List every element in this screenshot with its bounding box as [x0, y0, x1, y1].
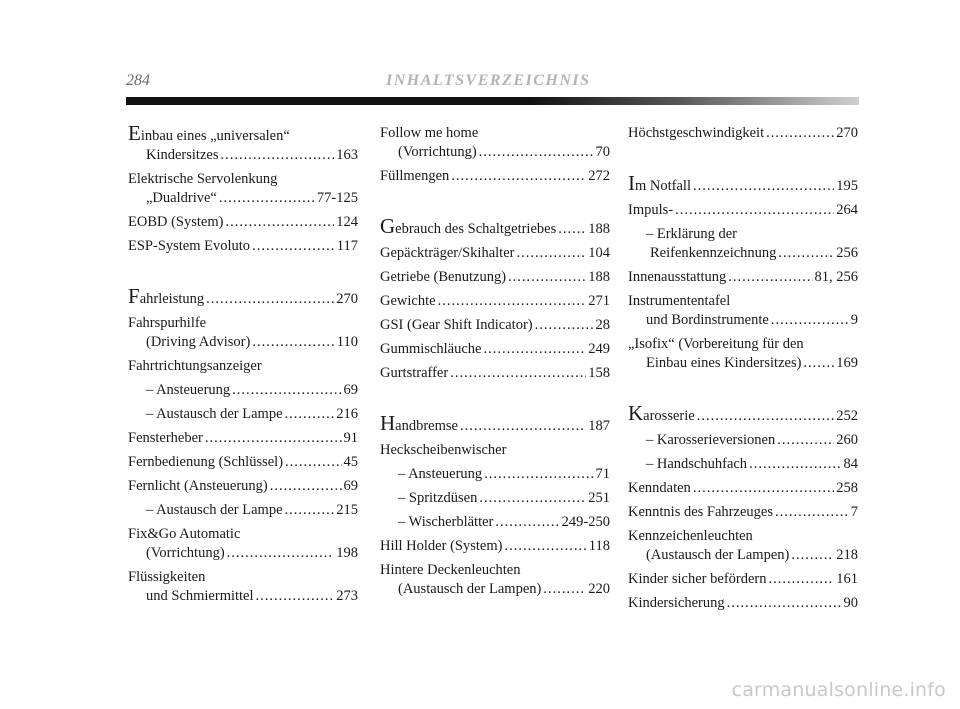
page-number: 284: [126, 72, 150, 89]
entry-label: ESP-System Evoluto: [128, 238, 251, 254]
entry-label: [128, 284, 205, 309]
index-line: [628, 479, 858, 498]
index-line: [628, 201, 858, 220]
page-reference: 124: [336, 214, 358, 230]
dot-leader: [479, 143, 594, 162]
index-line: [128, 453, 358, 472]
index-line: [380, 268, 610, 287]
entry-label: – Spritzdüsen: [398, 490, 478, 506]
dot-leader: [256, 587, 335, 606]
entry-label: Fensterheber: [128, 430, 203, 446]
entry-label-rest: ebrauch des Schaltgetriebes: [395, 221, 557, 237]
entry-label: Kennzeichenleuchten: [628, 528, 753, 544]
section-spacer: [380, 191, 610, 217]
dot-leader: [252, 237, 335, 256]
entry-label: Höchstgeschwindigkeit: [628, 125, 765, 141]
section-initial: H: [380, 411, 396, 435]
page-reference: 195: [836, 178, 858, 194]
dot-leader: [227, 544, 335, 563]
index-entry: [380, 489, 610, 508]
index-line: [380, 561, 610, 580]
page-reference: 258: [836, 480, 858, 496]
index-entry: [128, 501, 358, 520]
index-entry: [128, 405, 358, 424]
entry-label: Gurtstraffer: [380, 365, 449, 381]
page-reference: 249: [588, 341, 610, 357]
index-line: [128, 121, 358, 146]
dot-leader: [558, 220, 586, 239]
index-line: [380, 340, 610, 359]
index-line: [380, 143, 610, 162]
dot-leader: [450, 364, 586, 383]
page-reference: 273: [336, 588, 358, 604]
entry-label: [380, 214, 557, 239]
index-entry: [128, 314, 358, 352]
header-rule: [126, 97, 859, 105]
dot-leader: [728, 268, 812, 287]
entry-label: Getriebe (Benutzung): [380, 269, 507, 285]
running-title: INHALTSVERZEICHNIS: [386, 72, 591, 89]
entry-label: „Isofix“ (Vorbereitung für den: [628, 336, 804, 352]
page-reference: 220: [588, 581, 610, 597]
entry-label: Elektrische Servolenkung: [128, 171, 278, 187]
dot-leader: [495, 513, 559, 532]
entry-label: Impuls-: [628, 202, 674, 218]
index-entry: [380, 513, 610, 532]
dot-leader: [219, 189, 315, 208]
page-reference: 218: [836, 547, 858, 563]
page-reference: 69: [343, 382, 358, 398]
index-line: [128, 213, 358, 232]
entry-label: (Austausch der Lampen): [646, 547, 790, 563]
dot-leader: [516, 244, 586, 263]
index-entry: [380, 441, 610, 460]
index-entry: [628, 292, 858, 330]
dot-leader: [504, 537, 586, 556]
index-line: [628, 268, 858, 287]
entry-label: – Erklärung der: [646, 226, 737, 242]
entry-label: Flüssigkeiten: [128, 569, 206, 585]
entry-label: Fix&Go Automatic: [128, 526, 241, 542]
entry-label: Füllmengen: [380, 168, 450, 184]
page-reference: 77-125: [316, 190, 358, 206]
index-entry: [128, 568, 358, 606]
index-line: [128, 381, 358, 400]
index-line: [380, 465, 610, 484]
entry-label: Gepäckträger/Skihalter: [380, 245, 515, 261]
index-line: [628, 431, 858, 450]
index-entry: [380, 316, 610, 335]
page-reference: 81, 256: [814, 269, 858, 285]
index-line: [128, 237, 358, 256]
entry-label: und Schmiermittel: [146, 588, 254, 604]
page-reference: 187: [588, 418, 610, 434]
page-reference: 84: [843, 456, 858, 472]
page-reference: 264: [836, 202, 858, 218]
index-entry: [628, 455, 858, 474]
entry-label: Fernbedienung (Schlüssel): [128, 454, 284, 470]
page-reference: 7: [850, 504, 858, 520]
dot-leader: [232, 381, 341, 400]
entry-label: – Austausch der Lampe: [146, 502, 283, 518]
dot-leader: [697, 407, 835, 426]
entry-label: Innenausstattung: [628, 269, 727, 285]
index-line: [628, 292, 858, 311]
index-line: [128, 587, 358, 606]
index-entry: [128, 170, 358, 208]
entry-label: – Ansteuerung: [398, 466, 483, 482]
index-entry: [628, 503, 858, 522]
index-line: [380, 411, 610, 436]
section-initial: K: [628, 401, 644, 425]
dot-leader: [205, 429, 342, 448]
index-line: [628, 335, 858, 354]
index-entry: [128, 525, 358, 563]
dot-leader: [791, 546, 834, 565]
entry-label: Reifenkennzeichnung: [650, 245, 777, 261]
index-line: [628, 225, 858, 244]
index-line: [128, 501, 358, 520]
entry-label: Hintere Deckenleuchten: [380, 562, 521, 578]
index-entry: [380, 465, 610, 484]
entry-label: Fahrspurhilfe: [128, 315, 207, 331]
index-line: [380, 244, 610, 263]
index-entry: [128, 381, 358, 400]
entry-label-rest: arosserie: [643, 408, 695, 424]
index-line: [628, 455, 858, 474]
index-entry: [380, 561, 610, 599]
index-line: [380, 167, 610, 186]
index-line: [128, 477, 358, 496]
index-line: [380, 489, 610, 508]
entry-label: (Vorrichtung): [398, 144, 477, 160]
index-line: [128, 170, 358, 189]
page-reference: 45: [343, 454, 358, 470]
index-line: [628, 311, 858, 330]
entry-label: Heckscheibenwischer: [380, 442, 507, 458]
section-spacer: [128, 261, 358, 287]
entry-label: Hill Holder (System): [380, 538, 503, 554]
index-line: [628, 401, 858, 426]
entry-label: – Austausch der Lampe: [146, 406, 283, 422]
entry-label-rest: inbau eines „universalen“: [140, 128, 290, 144]
dot-leader: [769, 570, 835, 589]
page-reference: 270: [836, 125, 858, 141]
index-line: [380, 364, 610, 383]
index-line: [628, 570, 858, 589]
index-entry: [628, 527, 858, 565]
index-line: [128, 189, 358, 208]
index-entry: [628, 431, 858, 450]
page-reference: 260: [836, 432, 858, 448]
page-reference: 71: [595, 466, 610, 482]
dot-leader: [675, 201, 834, 220]
index-entry: [380, 167, 610, 186]
entry-label: – Handschuhfach: [646, 456, 748, 472]
index-entry: [128, 237, 358, 256]
page-reference: 215: [336, 502, 358, 518]
entry-label: Kindersitzes: [146, 147, 219, 163]
index-entry: [128, 357, 358, 376]
entry-label: und Bordinstrumente: [646, 312, 769, 328]
index-entry: [380, 244, 610, 263]
index-entry: [128, 121, 358, 165]
entry-label-rest: ahrleistung: [139, 291, 205, 307]
section-initial: E: [128, 121, 141, 145]
index-line: [128, 314, 358, 333]
index-entry: [380, 537, 610, 556]
page-reference: 118: [588, 538, 610, 554]
page-reference: 198: [336, 545, 358, 561]
index-line: [380, 441, 610, 460]
entry-label: Gummischläuche: [380, 341, 482, 357]
dot-leader: [479, 489, 586, 508]
entry-label: (Austausch der Lampen): [398, 581, 542, 597]
dot-leader: [771, 311, 849, 330]
index-line: [628, 546, 858, 565]
entry-label-rest: andbremse: [395, 418, 458, 434]
index-column-3: [628, 124, 858, 618]
page-reference: 270: [336, 291, 358, 307]
section-spacer: [628, 148, 858, 174]
page-reference: 271: [588, 293, 610, 309]
index-line: [380, 292, 610, 311]
entry-label: – Karosserieversionen: [646, 432, 776, 448]
index-line: [128, 357, 358, 376]
dot-leader: [693, 479, 834, 498]
entry-label: Kindersicherung: [628, 595, 725, 611]
section-initial: G: [380, 214, 396, 238]
index-line: [628, 124, 858, 143]
entry-label: Fahrtrichtungsanzeiger: [128, 358, 262, 374]
dot-leader: [460, 417, 586, 436]
page-reference: 110: [336, 334, 358, 350]
index-entry: [628, 201, 858, 220]
index-column-1: [128, 121, 358, 611]
dot-leader: [438, 292, 587, 311]
entry-label: – Ansteuerung: [146, 382, 231, 398]
page-reference: 9: [850, 312, 858, 328]
page-reference: 69: [343, 478, 358, 494]
entry-label: Kenndaten: [628, 480, 691, 496]
entry-label: Gewichte: [380, 293, 436, 309]
index-line: [380, 537, 610, 556]
dot-leader: [777, 431, 834, 450]
index-line: [380, 580, 610, 599]
index-column-2: [380, 124, 610, 604]
entry-label: (Driving Advisor): [146, 334, 251, 350]
index-line: [128, 146, 358, 165]
dot-leader: [285, 405, 335, 424]
entry-label: Instrumententafel: [628, 293, 731, 309]
entry-label: Kinder sicher befördern: [628, 571, 767, 587]
index-entry: [628, 268, 858, 287]
index-entry: [380, 268, 610, 287]
index-entry: [628, 594, 858, 613]
index-line: [628, 244, 858, 263]
index-entry: [628, 479, 858, 498]
index-line: [380, 513, 610, 532]
entry-label: [380, 411, 458, 436]
index-line: [128, 429, 358, 448]
entry-label: [628, 171, 691, 196]
index-entry: [628, 570, 858, 589]
dot-leader: [749, 455, 841, 474]
entry-label: Einbau eines Kindersitzes): [646, 355, 802, 371]
index-line: [128, 544, 358, 563]
index-line: [628, 354, 858, 373]
index-line: [128, 284, 358, 309]
page-reference: 188: [588, 221, 610, 237]
entry-label: GSI (Gear Shift Indicator): [380, 317, 533, 333]
page-reference: 91: [343, 430, 358, 446]
index-entry: [128, 453, 358, 472]
dot-leader: [778, 244, 834, 263]
dot-leader: [252, 333, 334, 352]
entry-label: EOBD (System): [128, 214, 224, 230]
page-reference: 70: [595, 144, 610, 160]
dot-leader: [220, 146, 334, 165]
dot-leader: [451, 167, 586, 186]
index-line: [628, 527, 858, 546]
dot-leader: [225, 213, 334, 232]
page-reference: 256: [836, 245, 858, 261]
page-reference: 249-250: [561, 514, 610, 530]
index-line: [380, 214, 610, 239]
entry-label: [128, 121, 290, 146]
watermark: carmanualsonline.info: [731, 679, 946, 701]
index-entry: [380, 364, 610, 383]
dot-leader: [483, 340, 586, 359]
entry-label: – Wischerblätter: [398, 514, 494, 530]
dot-leader: [508, 268, 586, 287]
dot-leader: [270, 477, 342, 496]
page-reference: 104: [588, 245, 610, 261]
index-entry: [128, 429, 358, 448]
entry-label-rest: m Notfall: [635, 178, 691, 194]
index-entry: [380, 340, 610, 359]
page-reference: 188: [588, 269, 610, 285]
index-entry: [628, 124, 858, 143]
page-reference: 161: [836, 571, 858, 587]
dot-leader: [775, 503, 849, 522]
dot-leader: [803, 354, 834, 373]
section-spacer: [380, 388, 610, 414]
index-entry: [380, 124, 610, 162]
index-entry: [380, 292, 610, 311]
index-line: [128, 333, 358, 352]
section-initial: I: [628, 171, 635, 195]
entry-label: Follow me home: [380, 125, 479, 141]
index-line: [128, 405, 358, 424]
page-reference: 28: [595, 317, 610, 333]
section-initial: F: [128, 284, 140, 308]
index-entry: [380, 411, 610, 436]
index-line: [380, 124, 610, 143]
index-entry: [128, 284, 358, 309]
index-line: [128, 525, 358, 544]
dot-leader: [693, 177, 834, 196]
page-reference: 158: [588, 365, 610, 381]
index-entry: [128, 477, 358, 496]
entry-label: [628, 401, 695, 426]
dot-leader: [285, 501, 335, 520]
index-entry: [628, 225, 858, 263]
page-reference: 163: [336, 147, 358, 163]
entry-label: Fernlicht (Ansteuerung): [128, 478, 268, 494]
page-reference: 169: [836, 355, 858, 371]
index-entry: [380, 214, 610, 239]
dot-leader: [206, 290, 334, 309]
entry-label: (Vorrichtung): [146, 545, 225, 561]
index-line: [628, 594, 858, 613]
index-entry: [628, 401, 858, 426]
index-entry: [128, 213, 358, 232]
dot-leader: [285, 453, 341, 472]
index-entry: [628, 171, 858, 196]
index-line: [128, 568, 358, 587]
index-line: [628, 171, 858, 196]
index-entry: [628, 335, 858, 373]
section-spacer: [628, 378, 858, 404]
dot-leader: [766, 124, 834, 143]
page-reference: 117: [336, 238, 358, 254]
page-reference: 252: [836, 408, 858, 424]
page-reference: 90: [843, 595, 858, 611]
entry-label: Kenntnis des Fahrzeuges: [628, 504, 773, 520]
dot-leader: [727, 594, 842, 613]
index-line: [628, 503, 858, 522]
dot-leader: [484, 465, 593, 484]
dot-leader: [535, 316, 594, 335]
page-reference: 216: [336, 406, 358, 422]
dot-leader: [543, 580, 586, 599]
page-reference: 272: [588, 168, 610, 184]
page-reference: 251: [588, 490, 610, 506]
index-line: [380, 316, 610, 335]
entry-label: „Dualdrive“: [146, 190, 217, 206]
